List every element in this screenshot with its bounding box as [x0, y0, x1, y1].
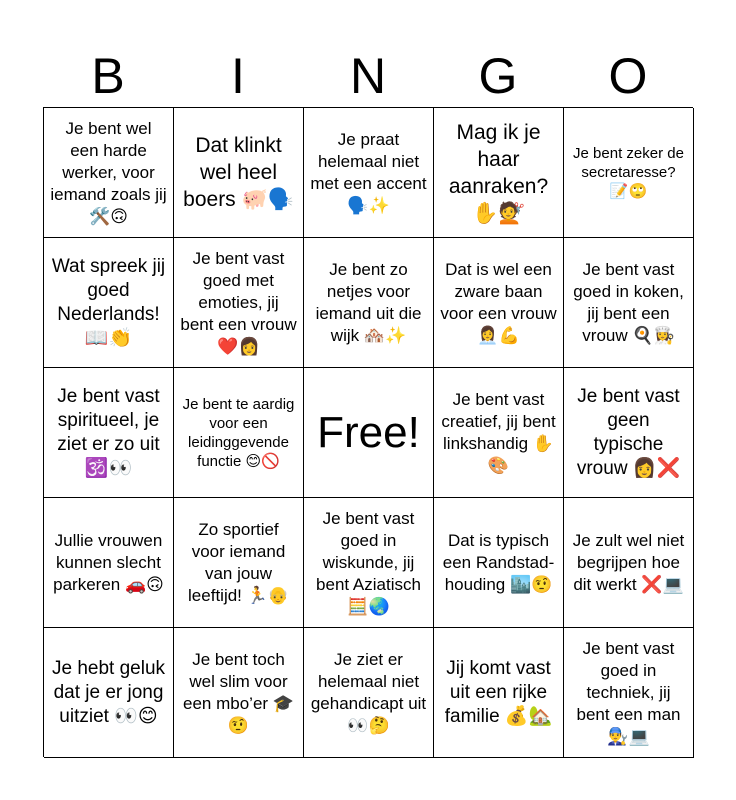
header-letter-g: G	[478, 48, 518, 104]
bingo-cell[interactable]	[174, 368, 304, 498]
bingo-cell-text: Wat spreek jij goed Nederlands! 📖👏	[51, 255, 166, 349]
bingo-cell-text: Dat klinkt wel heel boers 🐖🗣️	[183, 134, 294, 211]
bingo-cell-text: Je bent zeker de secretaresse? 📝🙄	[573, 145, 684, 200]
bingo-cell-text: Je bent vast goed met emoties, jij bent een vrouw ❤️👩	[180, 248, 297, 356]
bingo-cell[interactable]	[304, 108, 434, 238]
bingo-cell-text: Je bent te aardig voor een leidinggevende functie 😊🚫	[182, 395, 295, 470]
bingo-cell[interactable]	[304, 238, 434, 368]
bingo-cell[interactable]	[564, 628, 694, 758]
bingo-cell[interactable]	[174, 628, 304, 758]
free-cell[interactable]	[304, 368, 434, 498]
bingo-cell-text: Je zult wel niet begrijpen hoe dit werkt ❌💻	[572, 530, 685, 594]
bingo-cell[interactable]	[174, 238, 304, 368]
bingo-cell-text: Je bent wel een harde werker, voor iemand zoals jij 🛠️🙃	[50, 118, 167, 226]
bingo-cell[interactable]	[44, 108, 174, 238]
bingo-cell[interactable]	[564, 108, 694, 238]
bingo-cell-text: Je ziet er helemaal niet gehandicapt uit 👀🤔	[310, 649, 427, 735]
bingo-cell[interactable]	[44, 238, 174, 368]
bingo-cell-text: Je bent vast goed in techniek, jij bent een man 👨‍🔧💻	[576, 638, 681, 746]
free-cell-text: Free!	[317, 407, 420, 457]
bingo-cell-text: Je hebt geluk dat je er jong uitziet 👀😊	[51, 657, 166, 727]
header-letter-i: I	[231, 48, 245, 104]
bingo-cell-text: Je bent vast creatief, jij bent linkshandig ✋🎨	[441, 389, 556, 475]
bingo-cell-text: Mag ik je haar aanraken? ✋💇	[448, 120, 549, 225]
bingo-header	[43, 45, 693, 107]
bingo-cell[interactable]	[434, 498, 564, 628]
bingo-cell[interactable]	[564, 498, 694, 628]
bingo-cell[interactable]	[174, 108, 304, 238]
bingo-cell-text: Jullie vrouwen kunnen slecht parkeren 🚗🙃	[53, 530, 164, 594]
bingo-cell[interactable]	[564, 368, 694, 498]
bingo-cell-text: Je praat helemaal niet met een accent 🗣️✨	[310, 129, 427, 215]
bingo-cell-text: Je bent vast goed in koken, jij bent een vrouw 🍳👩‍🍳	[573, 259, 684, 345]
header-letter-n: N	[349, 48, 387, 104]
header-letter-b: B	[91, 48, 125, 104]
bingo-cell[interactable]	[304, 628, 434, 758]
bingo-cell[interactable]	[434, 238, 564, 368]
bingo-cell[interactable]	[174, 498, 304, 628]
bingo-cell-text: Je bent vast geen typische vrouw 👩❌	[576, 385, 681, 479]
bingo-cell[interactable]	[434, 108, 564, 238]
bingo-cell[interactable]	[434, 368, 564, 498]
bingo-cell-text: Je bent toch wel slim voor een mbo’er 🎓🤨	[183, 649, 294, 735]
bingo-cell[interactable]	[304, 498, 434, 628]
bingo-cell-text: Jij komt vast uit een rijke familie 💰🏡	[444, 657, 553, 727]
bingo-cell[interactable]	[44, 628, 174, 758]
bingo-cell[interactable]	[44, 498, 174, 628]
bingo-cell[interactable]	[564, 238, 694, 368]
bingo-cell-text: Zo sportief voor iemand van jouw leeftijd! 🏃👴	[188, 519, 289, 605]
bingo-cell-text: Je bent zo netjes voor iemand uit die wijk 🏘️✨	[315, 259, 422, 345]
bingo-cell[interactable]	[44, 368, 174, 498]
bingo-cell-text: Je bent vast goed in wiskunde, jij bent Aziatisch 🧮🌏	[316, 508, 421, 616]
bingo-cell[interactable]	[434, 628, 564, 758]
bingo-cell-text: Je bent vast spiritueel, je ziet er zo uit 🕉️👀	[57, 385, 160, 479]
bingo-cell-text: Dat is wel een zware baan voor een vrouw 👩‍💼💪	[440, 259, 557, 345]
header-letter-o: O	[608, 48, 648, 104]
bingo-cell-text: Dat is typisch een Randstad-houding 🏙️🤨	[442, 530, 555, 594]
bingo-grid	[43, 107, 693, 757]
